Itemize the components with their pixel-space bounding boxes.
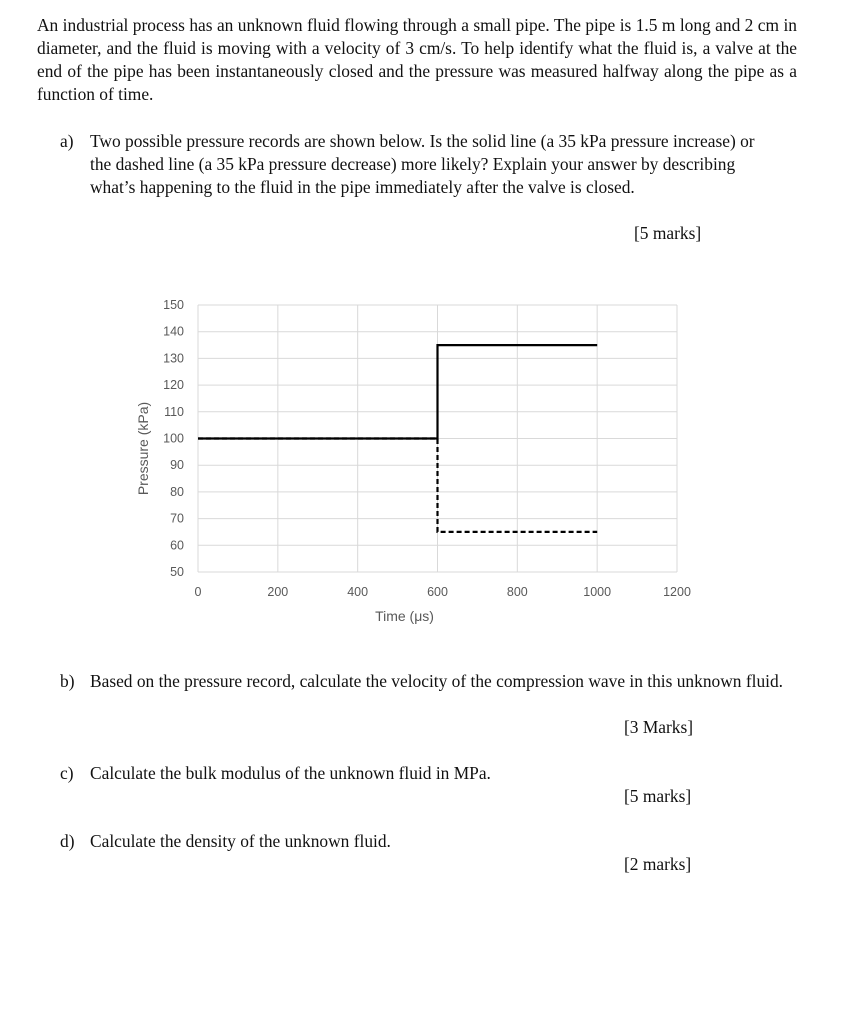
question-a-text: Two possible pressure records are shown below. Is the solid line (a 35 kPa pressure increase) or the dashed line (a 35 kPa pressure decrease) more likely? Explain your answer by describing what’s happening to the fluid in the pipe immediately after the valve is closed.	[90, 131, 755, 197]
pressure-time-chart	[120, 290, 720, 635]
question-d-text: Calculate the density of the unknown fluid.	[90, 831, 391, 851]
question-b-label: b)	[60, 671, 75, 691]
y-axis-label: Pressure (kPa)	[135, 401, 151, 496]
x-tick-label: 1000	[583, 585, 612, 599]
y-tick-label: 70	[170, 511, 184, 526]
question-a-marks: [5 marks]	[634, 223, 702, 243]
question-d-marks: [2 marks]	[624, 854, 692, 874]
question-b-text: Based on the pressure record, calculate the velocity of the compression wave in this unknown fluid.	[90, 671, 784, 691]
x-tick-label: 400	[347, 585, 369, 599]
y-tick-label: 80	[170, 484, 184, 499]
y-tick-label: 90	[170, 458, 184, 473]
y-tick-label: 110	[164, 404, 184, 419]
x-tick-label: 1200	[663, 585, 691, 599]
y-tick-label: 150	[163, 298, 184, 312]
y-tick-label: 60	[170, 538, 184, 553]
question-c-text: Calculate the bulk modulus of the unknown fluid in MPa.	[90, 763, 491, 783]
x-axis-label: Time (μs)	[375, 608, 434, 624]
x-tick-label: 600	[427, 585, 448, 599]
question-a-label: a)	[60, 131, 74, 151]
x-tick-label: 0	[194, 585, 202, 599]
y-tick-label: 50	[170, 565, 184, 579]
y-tick-label: 100	[163, 431, 184, 446]
y-tick-labels	[163, 298, 184, 579]
y-tick-label: 130	[163, 351, 184, 366]
x-tick-labels	[195, 585, 691, 599]
y-tick-label: 120	[163, 378, 184, 393]
y-tick-label: 140	[163, 324, 184, 339]
x-tick-label: 800	[506, 585, 528, 599]
series-dashed-line	[198, 439, 597, 532]
problem-intro: An industrial process has an unknown fluid flowing through a small pipe. The pipe is 1.5 m long and 2 cm in diameter, and the fluid is moving with a velocity of 3 cm/s. To help identify what the fluid is, a valve at the end of the pipe has been instantaneously closed and the pressure was measured halfway along the pipe as a function of time.	[37, 15, 797, 104]
question-d-label: d)	[60, 831, 75, 851]
x-tick-label: 200	[267, 585, 289, 599]
series-solid-line	[198, 345, 597, 438]
question-c-label: c)	[60, 763, 74, 783]
question-c-marks: [5 marks]	[624, 786, 692, 806]
question-b-marks: [3 Marks]	[624, 717, 694, 737]
